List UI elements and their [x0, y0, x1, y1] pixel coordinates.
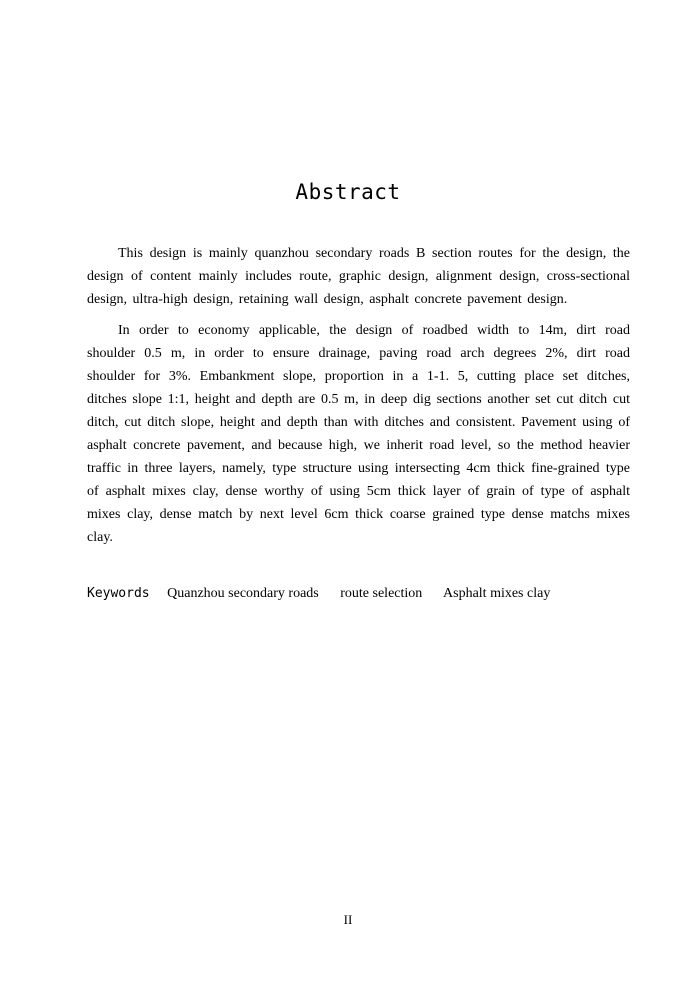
abstract-body [87, 242, 630, 557]
abstract-paragraph-1: This design is mainly quanzhou secondary roads B section routes for the design, the design of content mainly includes route, graphic design, alignment design, cross-sectional design, ultra-high design, retaining wall design, asphalt concrete pavement design. [87, 246, 630, 307]
keyword-item-3: Asphalt mixes clay [443, 586, 551, 601]
page-title: Abstract [295, 180, 401, 204]
keywords-line [87, 582, 630, 605]
keyword-item-2: route selection [340, 586, 423, 601]
abstract-paragraph-2: In order to economy applicable, the design of roadbed width to 14m, dirt road shoulder 0.5 m, in order to ensure drainage, paving road arch degrees 2%, dirt road shoulder for 3%. Embankment slope, proportion in a 1-1. 5, cutting place set ditches, ditches slope 1:1, height and depth are 0.5 m, in deep dig sections another set cut ditch cut ditch, cut ditch slope, height and depth than with ditches and consistent. Pavement using of asphalt concrete pavement, and because high, we inherit road level, so the method heavier traffic in three layers, namely, type structure using intersecting 4cm thick fine-grained type of asphalt mixes clay, dense worthy of using 5cm thick layer of grain of type of asphalt mixes clay, dense match by next level 6cm thick coarse grained type dense matchs mixes clay. [87, 323, 630, 545]
page-number: II [343, 912, 353, 927]
keywords-label: Keywords [87, 586, 150, 601]
keyword-item-1: Quanzhou secondary roads [167, 586, 319, 601]
